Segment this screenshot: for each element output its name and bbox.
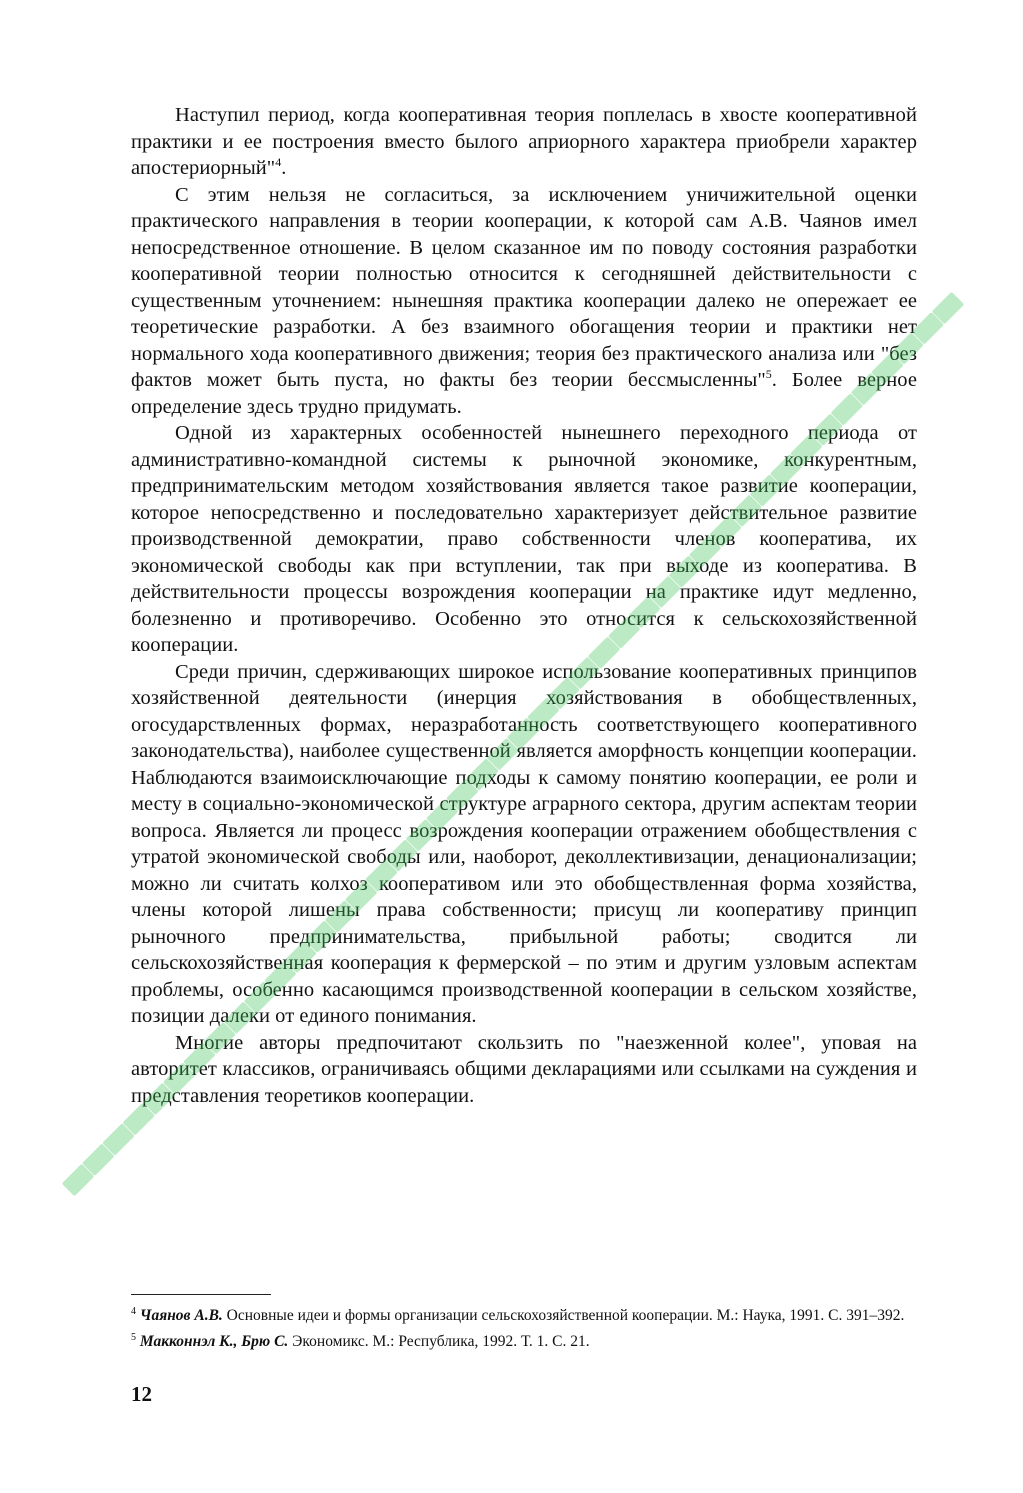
watermark-dash (62, 1164, 95, 1197)
footnote-author: Макконнэл К., Брю С. (139, 1332, 289, 1350)
paragraph-4 (131, 659, 917, 1030)
footnotes (131, 1294, 917, 1356)
paragraph-2 (131, 182, 917, 421)
paragraph-5-text: Многие авторы предпочитают скользить по "наезженной колее", уповая на авторитет классиков, ограничиваясь общими декларациями или ссылками на суждения и представления теоретиков кооперации. (131, 1031, 917, 1107)
paragraph-3-text: Одной из характерных особенностей нынешнего переходного периода от административно-командной системы к рыночной экономике, конкурентным, предпринимательским методом хозяйствования является такое развитие кооперации, которое непосредственно и последовательно характеризует действительное развитие производственной демократии, право собственности членов кооператива, их экономической свободы как при вступлении, так при выходе из кооператива. В действительности процессы возрождения кооперации на практике идут медленно, болезненно и противоречиво. Особенно это относится к сельскохозяйственной кооперации. (131, 422, 917, 656)
footnote-text: Экономикс. М.: Республика, 1992. Т. 1. С. 21. (288, 1332, 590, 1350)
footnote-ref-4[interactable]: 4 (275, 155, 282, 169)
footnote-5 (131, 1331, 917, 1353)
paragraph-1-text: Наступил период, когда кооперативная теория поплелась в хвосте кооперативной практики и ее построения вместо былого априорного характера приобрели характер апостериорный" (131, 104, 917, 179)
watermark-dash (82, 1143, 115, 1176)
paragraph-4-text: Среди причин, сдерживающих широкое использование кооперативных принципов хозяйственной деятельности (инерция хозяйствования в обобществленных, огосударствленных формах, неразработанность соответствующего кооперативного законодательства), наиболее существенной является аморфность концепции кооперации. Наблюдаются взаимоисключающие подходы к самому понятию кооперации, ее роли и месту в социально-экономической структуре аграрного сектора, другим аспектам теории вопроса. Является ли процесс возрождения кооперации отражением обобществления с утратой экономической свободы или, наоборот, деколлективизации, денационализации; можно ли считать колхоз кооперативом или это обобществленная форма хозяйства, члены которой лишены права собственности; присущ ли кооперативу принцип рыночного предпринимательства, прибыльной работы; сводится ли сельскохозяйственная кооперация к фермерской – по этим и другим узловым аспектам проблемы, особенно касающимся производственной кооперации в сельском хозяйстве, позиции далеки от единого понимания. (131, 660, 917, 1027)
paragraph-2-text: С этим нельзя не согласиться, за исключением уничижительной оценки практического направления в теории кооперации, к которой сам А.В. Чаянов имел непосредственное отношение. В целом сказанное им по поводу состояния разработки кооперативной теории полностью относится к сегодняшней действительности с существенным уточнением: нынешняя практика кооперации далеко не опережает ее теоретические разработки. А без взаимного обогащения теории и практики нет нормального хода кооперативного движения; теория без практического анализа или "без фактов может быть пуста, но факты без теории бессмысленны" (131, 183, 917, 391)
page-number: 12 (131, 1382, 152, 1406)
footnote-number: 5 (131, 1331, 136, 1343)
paragraph-1-tail: . (281, 157, 287, 179)
footnote-text: Основные идеи и формы организации сельскохозяйственной кооперации. М.: Наука, 1991. С. 391–392. (222, 1307, 905, 1324)
footnote-author: Чаянов А.В. (139, 1307, 223, 1324)
footnote-4 (131, 1305, 917, 1327)
main-text (131, 102, 917, 1109)
paragraph-1 (131, 102, 917, 182)
footnote-divider (131, 1294, 271, 1295)
watermark-dash (102, 1123, 135, 1156)
footnote-number: 4 (131, 1306, 136, 1317)
paragraph-3 (131, 420, 917, 659)
paragraph-5 (131, 1030, 917, 1110)
paragraph-2-tail: . Более верное определение здесь трудно придумать. (131, 369, 917, 418)
watermark-dash (932, 292, 965, 325)
footnote-ref-5[interactable]: 5 (765, 367, 772, 381)
